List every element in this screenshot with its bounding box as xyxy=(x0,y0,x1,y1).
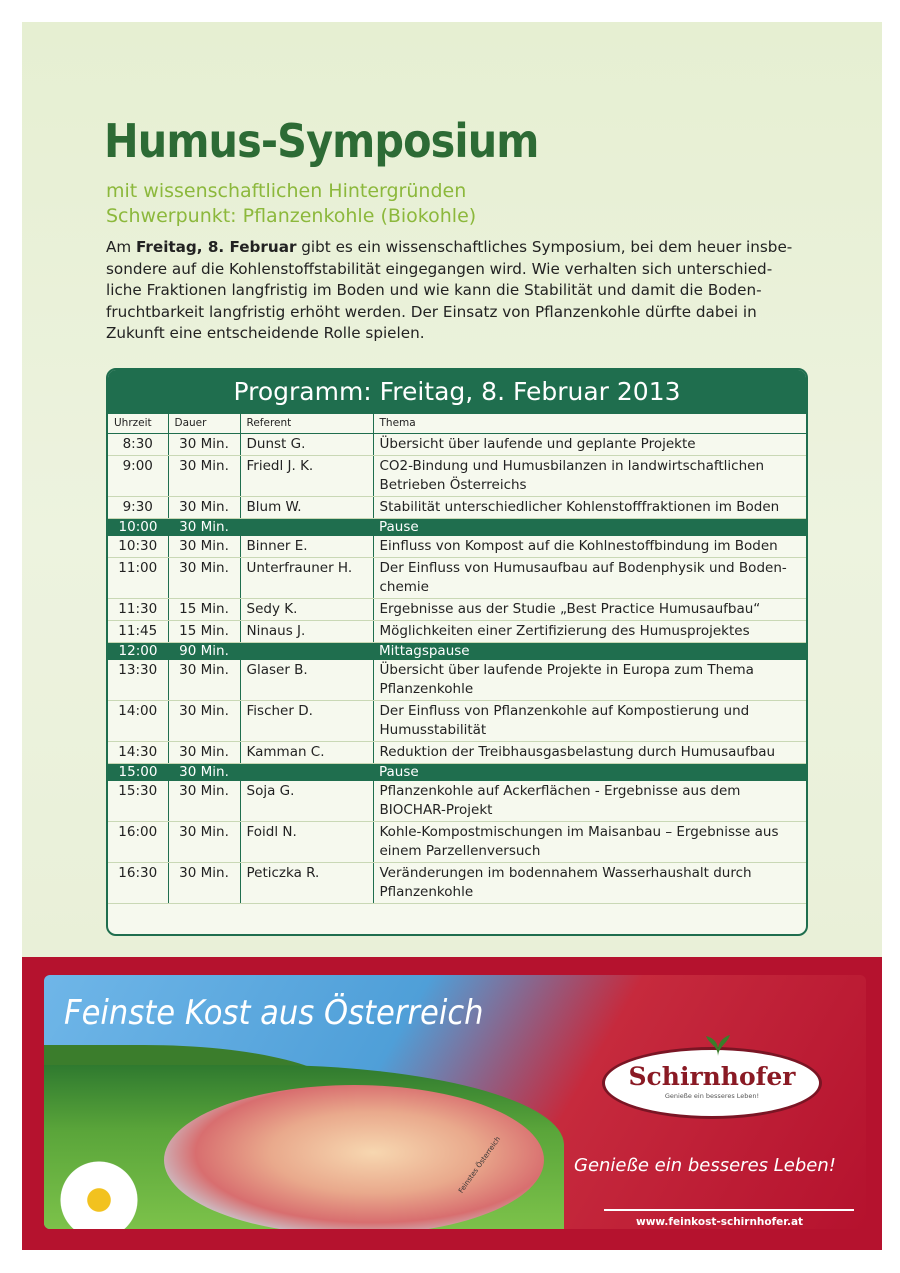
cell-duration: 30 Min. xyxy=(168,660,240,701)
cell-duration: 30 Min. xyxy=(168,781,240,822)
cell-speaker: Ninaus J. xyxy=(240,621,373,643)
cell-speaker: Soja G. xyxy=(240,781,373,822)
cell-speaker: Unterfrauner H. xyxy=(240,558,373,599)
cell-topic: Veränderungen im bodennahem Wasserhaushalt durch Pflanzenkohle xyxy=(373,863,806,904)
ad-banner xyxy=(44,975,866,1229)
cell-topic: Reduktion der Treibhausgasbelastung durch Humusaufbau xyxy=(373,742,806,764)
cell-duration: 30 Min. xyxy=(168,863,240,904)
cell-speaker: Foidl N. xyxy=(240,822,373,863)
cell-time: 11:45 xyxy=(108,621,168,643)
column-header-time: Uhrzeit xyxy=(108,414,168,434)
cell-duration: 30 Min. xyxy=(168,764,240,782)
cell-time: 11:30 xyxy=(108,599,168,621)
table-row xyxy=(108,456,806,497)
cell-speaker xyxy=(240,764,373,782)
cell-speaker: Blum W. xyxy=(240,497,373,519)
intro-paragraph xyxy=(106,237,806,345)
cell-speaker: Glaser B. xyxy=(240,660,373,701)
cell-time: 9:00 xyxy=(108,456,168,497)
cell-time: 9:30 xyxy=(108,497,168,519)
cell-duration: 30 Min. xyxy=(168,456,240,497)
cell-speaker: Binner E. xyxy=(240,536,373,558)
cell-topic: Pause xyxy=(373,764,806,782)
cell-topic: Pflanzenkohle auf Ackerflächen - Ergebnisse aus dem BIOCHAR-Projekt xyxy=(373,781,806,822)
table-header xyxy=(108,414,806,434)
cell-speaker: Friedl J. K. xyxy=(240,456,373,497)
program-rows xyxy=(108,434,806,904)
cell-topic: Stabilität unterschiedlicher Kohlenstofffraktionen im Boden xyxy=(373,497,806,519)
cell-time: 10:00 xyxy=(108,519,168,537)
cell-duration: 30 Min. xyxy=(168,558,240,599)
table-row xyxy=(108,434,806,456)
program-box xyxy=(106,368,808,936)
cell-speaker: Sedy K. xyxy=(240,599,373,621)
cell-time: 12:00 xyxy=(108,643,168,661)
table-row xyxy=(108,701,806,742)
break-row xyxy=(108,643,806,661)
cell-topic: Übersicht über laufende und geplante Projekte xyxy=(373,434,806,456)
focus-subtitle: Schwerpunkt: Pflanzenkohle (Biokohle) xyxy=(106,205,477,227)
url-divider xyxy=(604,1209,854,1211)
brand-logo xyxy=(602,1047,822,1119)
cell-duration: 30 Min. xyxy=(168,822,240,863)
cell-topic: Übersicht über laufende Projekte in Europa zum Thema Pflanzenkohle xyxy=(373,660,806,701)
column-header-duration: Dauer xyxy=(168,414,240,434)
cell-topic: Pause xyxy=(373,519,806,537)
table-row xyxy=(108,599,806,621)
cell-topic: Der Einfluss von Humusaufbau auf Bodenphysik und Boden-chemie xyxy=(373,558,806,599)
intro-date: Freitag, 8. Februar xyxy=(136,238,297,256)
cell-topic: Kohle-Kompostmischungen im Maisanbau – Ergebnisse aus einem Parzellenversuch xyxy=(373,822,806,863)
table-row xyxy=(108,558,806,599)
cell-time: 13:30 xyxy=(108,660,168,701)
cell-topic: Möglichkeiten einer Zertifizierung des Humusprojektes xyxy=(373,621,806,643)
page-title: Humus-Symposium xyxy=(104,114,539,168)
cell-time: 16:30 xyxy=(108,863,168,904)
cell-time: 10:30 xyxy=(108,536,168,558)
intro-text-start: Am xyxy=(106,238,137,256)
cell-time: 14:00 xyxy=(108,701,168,742)
cell-topic: Der Einfluss von Pflanzenkohle auf Kompostierung und Humusstabilität xyxy=(373,701,806,742)
cell-duration: 30 Min. xyxy=(168,742,240,764)
cell-duration: 90 Min. xyxy=(168,643,240,661)
cell-topic: Einfluss von Kompost auf die Kohlnestoffbindung im Boden xyxy=(373,536,806,558)
cell-duration: 30 Min. xyxy=(168,434,240,456)
table-row xyxy=(108,863,806,904)
cell-duration: 15 Min. xyxy=(168,599,240,621)
cell-topic: Ergebnisse aus der Studie „Best Practice Humusaufbau“ xyxy=(373,599,806,621)
table-row xyxy=(108,660,806,701)
table-row xyxy=(108,621,806,643)
cell-speaker: Peticzka R. xyxy=(240,863,373,904)
cell-speaker xyxy=(240,519,373,537)
cell-speaker: Kamman C. xyxy=(240,742,373,764)
cell-topic: CO2-Bindung und Humusbilanzen in landwirtschaftlichen Betrieben Österreichs xyxy=(373,456,806,497)
break-row xyxy=(108,764,806,782)
cell-duration: 30 Min. xyxy=(168,536,240,558)
intro-text-rest: gibt es ein wissenschaftliches Symposium, bei dem heuer insbe-sondere auf die Kohlenstoffstabilität eingegangen wird. Wie verhalten sich unterschied-liche Fraktionen langfristig im Boden und wie kann die Stabilität und damit die Boden-fruchtbarkeit langfristig erhöht werden. Der Einsatz von Pflanzenkohle dürfte dabei in Zukunft eine entscheidende Rolle spielen. xyxy=(106,238,793,342)
cell-duration: 30 Min. xyxy=(168,519,240,537)
program-table xyxy=(108,414,806,904)
cell-time: 16:00 xyxy=(108,822,168,863)
brand-claim: Genieße ein besseres Leben! xyxy=(664,1092,760,1100)
cell-time: 15:00 xyxy=(108,764,168,782)
brand-name: Schirnhofer xyxy=(628,1062,796,1091)
cell-speaker xyxy=(240,643,373,661)
ad-url: www.feinkost-schirnhofer.at xyxy=(636,1216,804,1228)
table-row xyxy=(108,781,806,822)
platter-label: Feinstes Österreich xyxy=(457,1135,503,1195)
ad-tagline: Genieße ein besseres Leben! xyxy=(574,1155,836,1176)
table-row xyxy=(108,742,806,764)
ad-slogan: Feinste Kost aus Österreich xyxy=(64,993,484,1033)
column-header-topic: Thema xyxy=(373,414,806,434)
cell-duration: 30 Min. xyxy=(168,701,240,742)
subtitle: mit wissenschaftlichen Hintergründen xyxy=(106,180,467,202)
table-row xyxy=(108,497,806,519)
cell-speaker: Dunst G. xyxy=(240,434,373,456)
table-row xyxy=(108,822,806,863)
cell-time: 14:30 xyxy=(108,742,168,764)
table-row xyxy=(108,536,806,558)
advertisement xyxy=(22,957,882,1250)
cell-time: 8:30 xyxy=(108,434,168,456)
break-row xyxy=(108,519,806,537)
program-title: Programm: Freitag, 8. Februar 2013 xyxy=(108,370,806,414)
cell-topic: Mittagspause xyxy=(373,643,806,661)
cell-duration: 15 Min. xyxy=(168,621,240,643)
page xyxy=(22,22,882,1250)
cell-duration: 30 Min. xyxy=(168,497,240,519)
column-header-speaker: Referent xyxy=(240,414,373,434)
cell-speaker: Fischer D. xyxy=(240,701,373,742)
article-background xyxy=(22,22,882,957)
leaf-icon xyxy=(705,1034,731,1056)
cell-time: 15:30 xyxy=(108,781,168,822)
cell-time: 11:00 xyxy=(108,558,168,599)
